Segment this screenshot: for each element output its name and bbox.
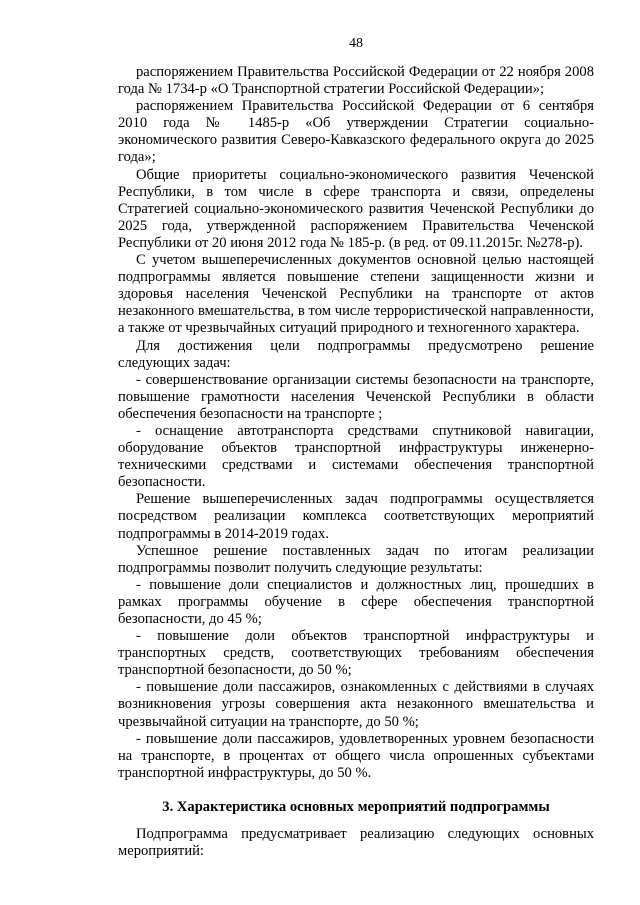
list-item-result-specialists: - повышение доли специалистов и должностных лиц, прошедших в рамках программы обучение в сфере обеспечения транспортной безопасности, до 45 %;: [118, 576, 594, 627]
paragraph-tasks-implementation: Решение вышеперечисленных задач подпрограммы осуществляется посредством реализации комплекса соответствующих мероприятий подпрограммы в 2014-2019 годах.: [118, 491, 594, 542]
list-item-task-security-organization: - совершенствование организации системы безопасности на транспорте, повышение грамотности населения Чеченской Республики в области обеспечения безопасности на транспорте ;: [118, 371, 594, 422]
document-body: [118, 64, 594, 860]
paragraph-main-goal: С учетом вышеперечисленных документов основной целью настоящей подпрограммы является повышение степени защищенности жизни и здоровья населения Чеченской Республики на транспорте от актов незаконного вмешательства, в том числе террористической направленности, а также от чрезвычайных ситуаций природного и техногенного характера.: [118, 252, 594, 337]
list-item-task-equipment: - оснащение автотранспорта средствами спутниковой навигации, оборудование объектов транспортной инфраструктуры инженерно-техническими средствами и системами обеспечения транспортной безопасности.: [118, 422, 594, 491]
paragraph-tasks-intro: Для достижения цели подпрограммы предусмотрено решение следующих задач:: [118, 337, 594, 371]
list-item-result-infrastructure: - повышение доли объектов транспортной инфраструктуры и транспортных средств, соответствующих требованиям обеспечения транспортной безопасности, до 50 %;: [118, 628, 594, 679]
section-heading: 3. Характеристика основных мероприятий подпрограммы: [162, 798, 550, 815]
paragraph-general-priorities: Общие приоритеты социально-экономического развития Чеченской Республики, в том числе в сфере транспорта и связи, определены Стратегией социально-экономического развития Чеченской Республики до 2025 года, утвержденной распоряжением Правительства Чеченской Республики от 20 июня 2012 года № 185-р. (в ред. от 09.11.2015г. №278-р).: [118, 166, 594, 251]
list-item-result-satisfied-passengers: - повышение доли пассажиров, удовлетворенных уровнем безопасности на транспорте, в процентах от общего числа опрошенных субъектами транспортной инфраструктуры, до 50 %.: [118, 730, 594, 781]
list-item-result-informed-passengers: - повышение доли пассажиров, ознакомленных с действиями в случаях возникновения угрозы совершения акта незаконного вмешательства и чрезвычайной ситуации на транспорте, до 50 %;: [118, 679, 594, 730]
page-number: 48: [349, 36, 363, 51]
paragraph-results-intro: Успешное решение поставленных задач по итогам реализации подпрограммы позволит получить следующие результаты:: [118, 542, 594, 576]
paragraph-main-activities-intro: Подпрограмма предусматривает реализацию следующих основных мероприятий:: [118, 826, 594, 860]
paragraph-transport-strategy-order: распоряжением Правительства Российской Федерации от 22 ноября 2008 года № 1734-р «О Транспортной стратегии Российской Федерации»;: [118, 64, 594, 98]
paragraph-north-caucasus-strategy-order: распоряжением Правительства Российской Федерации от 6 сентября 2010 года № 1485-р «Об утверждении Стратегии социально-экономического развития Северо-Кавказского федерального округа до 2025 года»;: [118, 98, 594, 166]
